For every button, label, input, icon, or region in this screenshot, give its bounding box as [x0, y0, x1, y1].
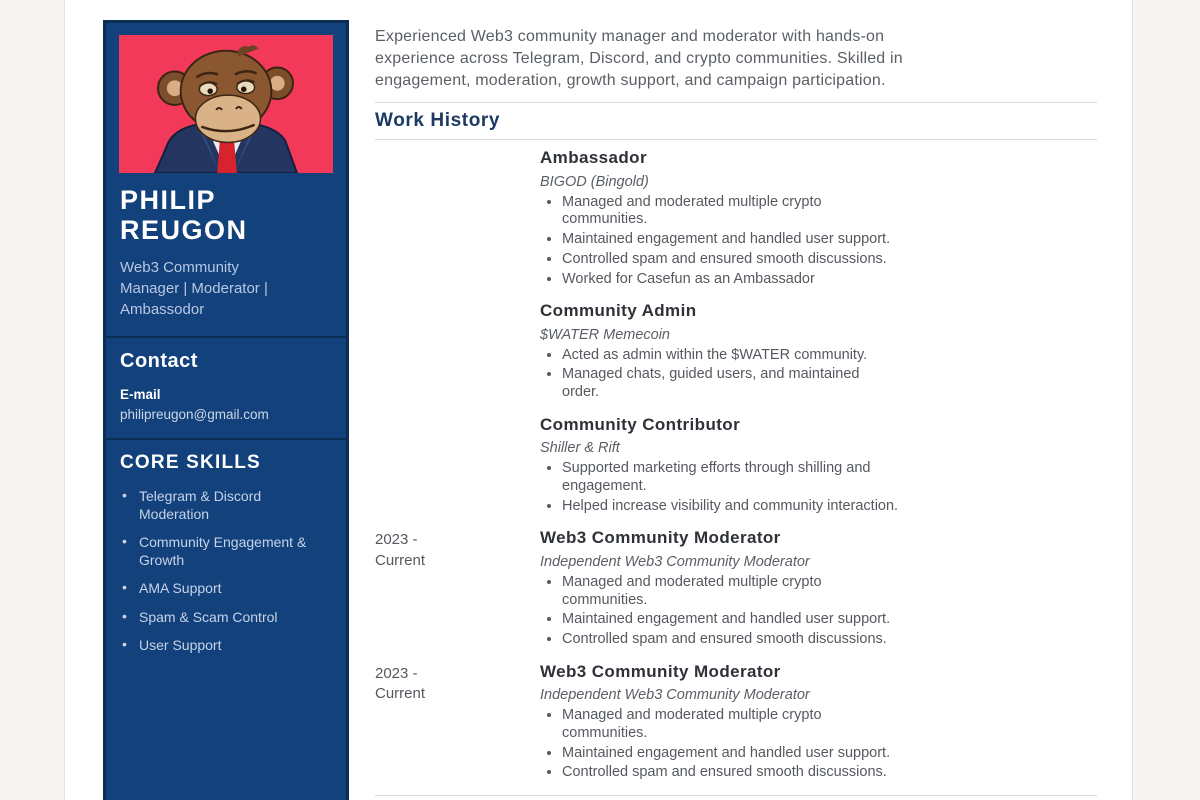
- job-entry: [375, 415, 1101, 518]
- job-bullet: • Acted as admin within the $WATER community.: [562, 347, 900, 365]
- skill-item: • User Support: [120, 637, 320, 655]
- job-bullet: • Managed and moderated multiple crypto communities.: [562, 707, 900, 742]
- job-body: [540, 528, 1101, 650]
- section-divider: [375, 795, 1097, 796]
- profile-summary: Experienced Web3 community manager and moderator with hands-on experience across Telegram, Discord, and crypto communities. Skilled in engagement, moderation, growth support, and campaign participation.: [375, 28, 903, 90]
- job-title: Web3 Community Moderator: [540, 661, 781, 681]
- job-entry: [375, 148, 1101, 290]
- job-bullets: [540, 707, 900, 782]
- job-bullet: • Controlled spam and ensured smooth discussions.: [562, 764, 900, 782]
- job-bullets: [540, 194, 900, 288]
- email-label: E-mail: [120, 387, 161, 403]
- work-history-header: [375, 102, 1097, 140]
- job-title: Web3 Community Moderator: [540, 528, 781, 548]
- job-bullet: • Controlled spam and ensured smooth discussions.: [562, 631, 900, 649]
- job-company: Shiller & Rift: [540, 440, 620, 457]
- job-bullet: • Supported marketing efforts through shilling and engagement.: [562, 460, 900, 495]
- email-value: philipreugon@gmail.com: [120, 407, 269, 423]
- job-entry: [375, 528, 1101, 650]
- job-title: Community Contributor: [540, 414, 741, 434]
- skill-item: • Spam & Scam Control: [120, 609, 320, 627]
- job-body: [540, 415, 1101, 518]
- sidebar: [103, 20, 349, 800]
- person-name: PHILIP REUGON: [120, 185, 248, 246]
- job-company: $WATER Memecoin: [540, 326, 670, 343]
- skills-heading: CORE SKILLS: [120, 452, 261, 474]
- job-dates: 2023 - Current: [375, 664, 426, 702]
- job-bullet: • Maintained engagement and handled user support.: [562, 611, 900, 629]
- resume-page: [64, 0, 1133, 800]
- job-title: Ambassador: [540, 148, 647, 168]
- job-company: Independent Web3 Community Moderator: [540, 553, 810, 570]
- skill-item: • Telegram & Discord Moderation: [120, 488, 320, 523]
- job-bullets: [540, 574, 900, 649]
- job-bullet: • Managed and moderated multiple crypto communities.: [562, 194, 900, 229]
- main-content: [375, 26, 1101, 796]
- job-title: Community Admin: [540, 301, 697, 321]
- work-history-heading: Work History: [375, 110, 501, 132]
- skill-item: • AMA Support: [120, 580, 320, 598]
- jobs-list: [375, 148, 1101, 784]
- job-bullet: • Maintained engagement and handled user support.: [562, 745, 900, 763]
- contact-section: [106, 336, 346, 422]
- job-dates: [375, 415, 540, 518]
- skills-section: [106, 438, 346, 655]
- person-role: Web3 Community Manager | Moderator | Ambassodor: [120, 259, 268, 319]
- job-entry: [375, 662, 1101, 784]
- job-body: [540, 148, 1101, 290]
- monkey-avatar-icon: [119, 35, 333, 173]
- job-dates: 2023 - Current: [375, 531, 426, 569]
- job-bullet: • Controlled spam and ensured smooth discussions.: [562, 251, 900, 269]
- job-bullet: • Worked for Casefun as an Ambassador: [562, 271, 900, 289]
- skill-item: • Community Engagement & Growth: [120, 534, 320, 569]
- job-bullets: [540, 347, 900, 402]
- contact-heading: Contact: [120, 350, 198, 373]
- job-body: [540, 301, 1101, 404]
- profile-photo: [119, 35, 333, 173]
- job-bullet: • Maintained engagement and handled user support.: [562, 231, 900, 249]
- job-entry: [375, 301, 1101, 404]
- skills-list: [120, 488, 332, 655]
- job-company: Independent Web3 Community Moderator: [540, 687, 810, 704]
- job-body: [540, 662, 1101, 784]
- job-bullet: • Helped increase visibility and community interaction.: [562, 498, 900, 516]
- job-dates: [375, 301, 540, 404]
- job-bullet: • Managed chats, guided users, and maintained order.: [562, 366, 900, 401]
- job-dates: [375, 148, 540, 290]
- job-bullet: • Managed and moderated multiple crypto communities.: [562, 574, 900, 609]
- job-bullets: [540, 460, 900, 515]
- job-company: BIGOD (Bingold): [540, 173, 649, 190]
